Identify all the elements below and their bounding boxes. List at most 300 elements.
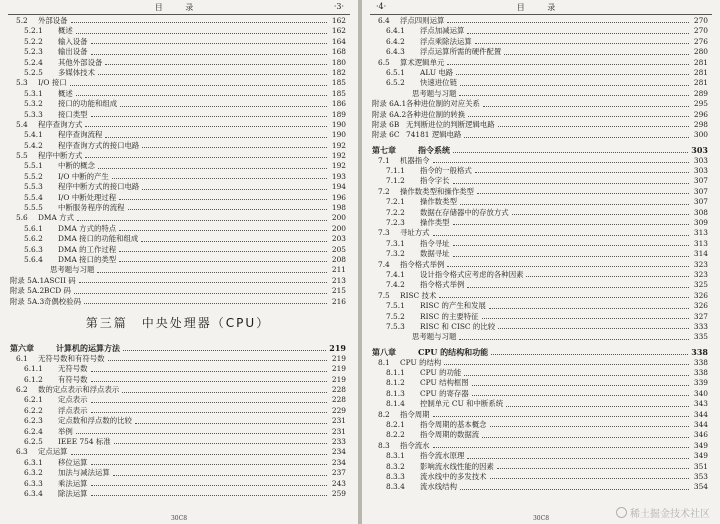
entry-number: 第七章 <box>372 144 396 155</box>
leader-dots <box>483 106 689 107</box>
toc-entry <box>372 472 708 482</box>
leader-dots <box>91 371 327 372</box>
leader-dots <box>453 245 689 246</box>
toc-entry <box>372 260 708 270</box>
entry-title: 74181 逻辑电路 <box>406 130 462 140</box>
entry-title: 数的定点表示和浮点表示 <box>38 385 120 395</box>
toc-entry <box>372 89 708 99</box>
watermark <box>616 505 710 520</box>
leader-dots <box>467 287 689 288</box>
entry-number: 7.5.1 <box>386 301 405 311</box>
leader-dots <box>433 416 689 417</box>
entry-number: 5.2.1 <box>24 26 43 36</box>
entry-number: 第八章 <box>372 346 396 357</box>
entry-number: 附录 5A.1 <box>10 275 45 285</box>
entry-page: 237 <box>331 468 346 478</box>
leader-dots <box>464 137 689 138</box>
entry-page: 162 <box>331 26 346 36</box>
leader-dots <box>76 433 327 434</box>
leader-dots <box>119 261 327 262</box>
entry-title: 外部设备 <box>38 15 68 25</box>
leader-dots <box>77 220 327 221</box>
leader-dots <box>91 485 327 486</box>
entry-page: 231 <box>331 426 346 436</box>
entry-page: 303 <box>693 155 708 165</box>
entry-title: 中断服务程序的流程 <box>58 203 125 213</box>
toc-block <box>372 16 708 493</box>
leader-dots <box>79 282 327 283</box>
entry-number: 附录 6B <box>372 119 400 129</box>
entry-title: 除法运算 <box>58 489 88 498</box>
leader-dots <box>453 152 688 153</box>
entry-title: DMA 方式的特点 <box>58 223 117 233</box>
entry-title: 指令系统 <box>418 144 450 155</box>
entry-page: 295 <box>693 99 708 109</box>
leader-dots <box>460 85 689 86</box>
entry-title: 寻址方式 <box>400 228 430 238</box>
toc-entry <box>372 482 708 492</box>
entry-title: 影响流水线性能的因素 <box>420 461 494 471</box>
leader-dots <box>459 339 689 340</box>
entry-page: 234 <box>331 447 346 457</box>
entry-title: 思考题与习题 <box>412 332 457 342</box>
entry-number: 6.3.3 <box>24 478 43 488</box>
toc-entry <box>10 375 346 385</box>
entry-page: 208 <box>331 254 346 264</box>
entry-title: 指令寻址 <box>420 238 450 248</box>
entry-page: 353 <box>693 472 708 481</box>
entry-page: 309 <box>693 218 708 228</box>
entry-page: 182 <box>331 67 346 77</box>
entry-title: CPU 的寄存器 <box>420 388 469 398</box>
toc-entry <box>10 406 346 416</box>
toc-entry <box>372 218 708 228</box>
entry-page: 340 <box>693 388 708 398</box>
entry-title: 快速进位链 <box>420 78 457 88</box>
entry-page: 200 <box>331 213 346 223</box>
entry-number: 5.3.1 <box>24 88 43 98</box>
toc-entry <box>372 197 708 207</box>
leader-dots <box>464 375 689 376</box>
page-footer: 30C8 <box>170 515 188 522</box>
leader-dots <box>475 172 689 173</box>
watermark-text: 稀土掘金技术社区 <box>630 509 710 520</box>
entry-page: 346 <box>693 430 708 440</box>
entry-page: 185 <box>331 88 346 98</box>
leader-dots <box>76 95 327 96</box>
entry-page: 298 <box>693 119 708 129</box>
entry-title: 程序查询方式的接口电路 <box>58 140 140 150</box>
entry-number: 8.2.1 <box>386 420 405 430</box>
entry-number: 7.3.2 <box>386 249 405 259</box>
leader-dots <box>439 297 689 298</box>
entry-title: RISC 和 CISC 的比较 <box>420 321 496 331</box>
entry-page: 307 <box>693 197 708 207</box>
toc-entry <box>10 141 346 151</box>
toc-entry <box>10 245 346 255</box>
entry-number: 6.4 <box>378 15 390 25</box>
toc-entry <box>372 156 708 166</box>
toc-entry <box>10 234 346 244</box>
entry-title: 流水线中的多发技术 <box>420 472 487 481</box>
entry-page: 281 <box>693 78 708 88</box>
toc-entry <box>10 120 346 130</box>
right-toc <box>372 16 708 493</box>
entry-page: 313 <box>693 238 708 248</box>
leader-dots <box>506 406 689 407</box>
entry-page: 162 <box>331 15 346 25</box>
entry-title: 定点表示 <box>58 395 88 405</box>
toc-entry <box>10 385 346 395</box>
leader-dots <box>119 251 327 252</box>
entry-page: 338 <box>691 346 708 357</box>
entry-page: 228 <box>331 395 346 405</box>
entry-page: 192 <box>331 161 346 171</box>
toc-entry <box>10 78 346 88</box>
leader-dots <box>120 106 327 107</box>
entry-page: 354 <box>693 482 708 492</box>
entry-title: 指令周期的数据流 <box>420 430 480 440</box>
entry-page: 333 <box>693 321 708 331</box>
toc-entry <box>10 213 346 223</box>
toc-entry <box>10 16 346 26</box>
toc-entry <box>372 26 708 36</box>
leader-dots <box>447 64 689 65</box>
page-number: ·3· <box>333 2 344 11</box>
toc-entry <box>10 427 346 437</box>
toc-entry <box>372 379 708 389</box>
entry-title: 浮点运算所需的硬件配置 <box>420 47 502 57</box>
toc-entry <box>10 172 346 182</box>
entry-number: 5.4.1 <box>24 130 43 140</box>
toc-entry <box>10 47 346 57</box>
toc-entry <box>372 441 708 451</box>
entry-number: 6.2.4 <box>24 426 43 436</box>
header-title: 目 录 <box>516 3 566 12</box>
entry-page: 190 <box>331 130 346 140</box>
toc-entry <box>372 399 708 409</box>
entry-number: 5.2 <box>16 15 28 25</box>
leader-dots <box>119 199 327 200</box>
entry-number: 5.4 <box>16 119 28 129</box>
entry-title: 指令周期的基本概念 <box>420 420 487 430</box>
chapter-entry <box>372 346 708 358</box>
toc-entry <box>10 68 346 78</box>
toc-entry <box>372 301 708 311</box>
leader-dots <box>70 85 327 86</box>
entry-number: 7.5.3 <box>386 321 405 331</box>
toc-entry <box>10 255 346 265</box>
leader-dots <box>453 256 689 257</box>
toc-entry <box>372 120 708 130</box>
entry-title: 加法与减法运算 <box>58 468 110 478</box>
entry-title: 概述 <box>58 26 73 36</box>
entry-number: 7.5.2 <box>386 311 405 321</box>
leader-dots <box>447 22 689 23</box>
entry-number: 7.3 <box>378 228 390 238</box>
entry-title: 其他外部设备 <box>58 57 103 67</box>
entry-title: 浮点乘除法运算 <box>420 36 472 46</box>
entry-page: 335 <box>693 332 708 342</box>
entry-number: 7.2.1 <box>386 197 405 207</box>
leader-dots <box>468 116 689 117</box>
entry-title: 计算机的运算方法 <box>56 342 120 353</box>
toc-entry <box>372 99 708 109</box>
toc-entry <box>372 78 708 88</box>
entry-page: 338 <box>693 357 708 367</box>
leader-dots <box>135 423 327 424</box>
leader-dots <box>98 168 327 169</box>
toc-entry <box>372 270 708 280</box>
entry-number: 5.5 <box>16 151 28 161</box>
toc-entry <box>10 297 346 307</box>
entry-page: 307 <box>693 186 708 196</box>
entry-title: DMA 接口的功能和组成 <box>58 234 139 244</box>
toc-entry <box>372 420 708 430</box>
entry-title: 数据在存储器中的存放方式 <box>420 207 509 217</box>
toc-entry <box>372 37 708 47</box>
entry-number: 5.5.5 <box>24 203 43 213</box>
entry-number: 5.6.4 <box>24 254 43 264</box>
entry-page: 219 <box>331 353 346 363</box>
entry-title: 接口的功能和组成 <box>58 99 118 109</box>
toc-entry <box>372 58 708 68</box>
leader-dots <box>76 33 327 34</box>
entry-page: 259 <box>331 489 346 498</box>
leader-dots <box>113 475 327 476</box>
entry-page: 234 <box>331 457 346 467</box>
entry-number: 5.5.2 <box>24 171 43 181</box>
entry-title: 思考题与习题 <box>412 88 457 98</box>
entry-number: 7.4.1 <box>386 269 405 279</box>
entry-title: 中断的概念 <box>58 161 95 171</box>
toc-entry <box>10 468 346 478</box>
toc-entry <box>372 322 708 332</box>
toc-entry <box>10 447 346 457</box>
leader-dots <box>467 33 689 34</box>
leader-dots <box>498 328 689 329</box>
entry-number: 5.5.1 <box>24 161 43 171</box>
entry-page: 314 <box>693 249 708 259</box>
toc-entry <box>10 276 346 286</box>
entry-page: 323 <box>693 269 708 279</box>
entry-page: 327 <box>693 311 708 321</box>
leader-dots <box>456 74 689 75</box>
entry-title: 无判断进位的判断逻辑电路 <box>406 119 495 129</box>
leader-dots <box>498 126 689 127</box>
toc-entry <box>372 312 708 322</box>
entry-number: 6.5 <box>378 57 390 67</box>
leader-dots <box>105 137 327 138</box>
toc-block-b <box>10 342 346 499</box>
toc-entry <box>10 58 346 68</box>
entry-title: 设计指令格式应考虑的各种因素 <box>420 269 524 279</box>
entry-page: 349 <box>693 451 708 461</box>
toc-entry <box>372 280 708 290</box>
leader-dots <box>84 303 327 304</box>
entry-number: 5.3.2 <box>24 99 43 109</box>
entry-number: 附录 6C <box>372 130 400 140</box>
entry-title: 算术逻辑单元 <box>400 57 445 67</box>
entry-page: 300 <box>693 130 708 140</box>
toc-entry <box>372 166 708 176</box>
entry-page: 243 <box>331 478 346 488</box>
entry-title: 指令格式举例 <box>420 280 465 290</box>
entry-number: 5.6.3 <box>24 244 43 254</box>
leader-dots <box>504 54 689 55</box>
toc-entry <box>10 265 346 275</box>
entry-page: 303 <box>693 166 708 176</box>
leader-dots <box>497 468 689 469</box>
entry-page: 213 <box>331 275 346 285</box>
entry-page: 296 <box>693 109 708 119</box>
entry-title: 指令字长 <box>420 176 450 186</box>
entry-number: 附录 6A.1 <box>372 99 407 109</box>
toc-entry <box>10 193 346 203</box>
entry-number: 5.2.2 <box>24 36 43 46</box>
entry-page: 192 <box>331 151 346 161</box>
entry-title: 各种进位制的对应关系 <box>406 99 480 109</box>
entry-title: 数据寻址 <box>420 249 450 259</box>
entry-title: 概述 <box>58 88 73 98</box>
entry-title: ALU 电路 <box>420 67 454 77</box>
leader-dots <box>91 381 327 382</box>
entry-page: 198 <box>331 203 346 213</box>
entry-page: 326 <box>693 290 708 300</box>
page-footer: 30C8 <box>532 515 550 522</box>
entry-title: 指令格式举例 <box>400 259 445 269</box>
entry-page: 231 <box>331 416 346 426</box>
entry-title: RISC 技术 <box>400 290 437 300</box>
leader-dots <box>74 293 327 294</box>
left-page <box>0 0 358 524</box>
entry-number: 7.2.2 <box>386 207 405 217</box>
entry-number: 5.4.2 <box>24 140 43 150</box>
entry-number: 8.1.1 <box>386 368 405 378</box>
entry-page: 219 <box>331 374 346 384</box>
entry-number: 7.2 <box>378 186 390 196</box>
toc-entry <box>10 458 346 468</box>
entry-page: 194 <box>331 182 346 192</box>
entry-title: 浮点表示 <box>58 405 88 415</box>
entry-number: 8.1.3 <box>386 388 405 398</box>
entry-title: 多媒体技术 <box>58 67 95 77</box>
entry-title: 接口类型 <box>58 109 88 119</box>
entry-title: 程序查询流程 <box>58 130 103 140</box>
entry-title: DMA 接口的类型 <box>58 254 117 264</box>
entry-title: 程序查询方式 <box>38 119 83 129</box>
entry-title: CPU 的功能 <box>420 368 462 378</box>
toc-entry <box>10 437 346 447</box>
entry-number: 6.2.3 <box>24 416 43 426</box>
entry-title: RISC 的主要特征 <box>420 311 479 321</box>
toc-entry <box>372 389 708 399</box>
toc-entry <box>10 416 346 426</box>
entry-page: 205 <box>331 244 346 254</box>
toc-entry <box>372 110 708 120</box>
entry-page: 289 <box>693 88 708 98</box>
entry-title: 控制单元 CU 和中断系统 <box>420 399 504 409</box>
chapter-entry <box>372 144 708 156</box>
entry-title: 指令周期 <box>400 409 430 419</box>
toc-entry <box>372 208 708 218</box>
leader-dots <box>444 364 689 365</box>
entry-page: 325 <box>693 280 708 290</box>
entry-title: CPU 的结构和功能 <box>418 346 489 357</box>
entry-page: 219 <box>329 342 346 353</box>
toc-entry <box>372 239 708 249</box>
leader-dots <box>472 395 689 396</box>
entry-title: 移位运算 <box>58 457 88 467</box>
entry-number: 8.1.2 <box>386 378 405 388</box>
leader-dots <box>85 126 327 127</box>
toc-entry <box>372 462 708 472</box>
leader-dots <box>477 193 689 194</box>
right-page <box>362 0 720 524</box>
entry-title: I/O 中断处理过程 <box>58 192 117 202</box>
entry-page: 338 <box>693 368 708 378</box>
toc-entry <box>372 228 708 238</box>
entry-number: 5.3 <box>16 78 28 88</box>
entry-page: 270 <box>693 15 708 25</box>
entry-title: BCD 码 <box>44 286 71 296</box>
entry-title: IEEE 754 标准 <box>58 437 111 447</box>
leader-dots <box>119 230 327 231</box>
entry-number: 6.3.1 <box>24 457 43 467</box>
entry-number: 8.2.2 <box>386 430 405 440</box>
entry-title: 指令流水 <box>400 440 430 450</box>
entry-page: 307 <box>693 176 708 186</box>
toc-entry <box>372 130 708 140</box>
entry-number: 8.3 <box>378 440 390 450</box>
toc-entry <box>10 396 346 406</box>
leader-dots <box>490 478 689 479</box>
entry-title: 机器指令 <box>400 155 430 165</box>
entry-page: 344 <box>693 420 708 430</box>
entry-title: 浮点加减运算 <box>420 26 465 36</box>
entry-title: 举例 <box>58 426 73 436</box>
leader-dots <box>123 350 326 351</box>
entry-page: 228 <box>331 385 346 395</box>
entry-number: 6.3.2 <box>24 468 43 478</box>
leader-dots <box>91 116 327 117</box>
entry-number: 8.3.2 <box>386 461 405 471</box>
leader-dots <box>112 178 327 179</box>
leader-dots <box>526 276 689 277</box>
toc-entry <box>10 224 346 234</box>
leader-dots <box>453 183 689 184</box>
entry-page: 313 <box>693 228 708 238</box>
leader-dots <box>433 162 689 163</box>
left-toc <box>10 16 346 499</box>
toc-entry <box>10 37 346 47</box>
leader-dots <box>142 147 327 148</box>
entry-page: 185 <box>331 78 346 88</box>
entry-page: 189 <box>331 109 346 119</box>
leader-dots <box>467 458 689 459</box>
entry-number: 6.3 <box>16 447 28 457</box>
leader-dots <box>71 454 327 455</box>
toc-entry <box>10 354 346 364</box>
entry-title: I/O 接口 <box>38 78 67 88</box>
entry-page: 303 <box>691 144 708 155</box>
entry-number: 附录 5A.2 <box>10 286 45 296</box>
leader-dots <box>472 385 689 386</box>
entry-page: 229 <box>331 405 346 415</box>
toc-entry <box>372 249 708 259</box>
entry-page: 308 <box>693 207 708 217</box>
entry-page: 203 <box>331 234 346 244</box>
